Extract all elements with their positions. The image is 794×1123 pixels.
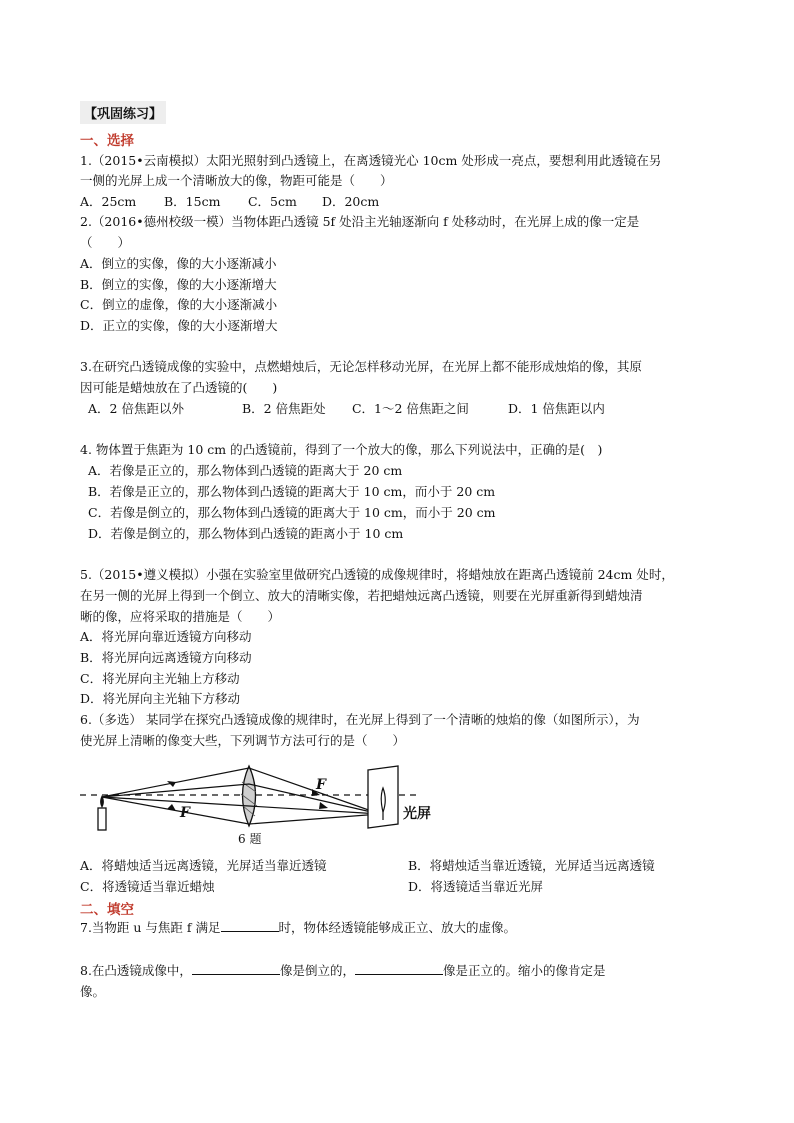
q3-line2: 因可能是蜡烛放在了凸透镜的( ) xyxy=(80,380,278,395)
focus-label-left: F xyxy=(180,805,190,821)
q2-option-d[interactable]: D．正立的实像，像的大小逐渐增大 xyxy=(80,318,278,333)
q4-option-d[interactable]: D．若像是倒立的，那么物体到凸透镜的距离小于 10 cm xyxy=(88,526,404,541)
q5-option-b[interactable]: B．将光屏向远离透镜方向移动 xyxy=(80,650,252,665)
q3-option-a[interactable]: A．2 倍焦距以外 xyxy=(88,401,184,416)
q2-option-a[interactable]: A．倒立的实像，像的大小逐渐减小 xyxy=(80,256,277,271)
q1-option-a[interactable]: A．25cm xyxy=(80,194,137,209)
ray-1 xyxy=(102,768,380,814)
q6-option-d[interactable]: D．将透镜适当靠近光屏 xyxy=(407,879,544,894)
q6-option-c[interactable]: C．将透镜适当靠近蜡烛 xyxy=(80,879,215,894)
convex-lens-icon xyxy=(243,766,256,826)
q4-option-a[interactable]: A．若像是正立的，那么物体到凸透镜的距离大于 20 cm xyxy=(88,463,403,478)
q1-option-b[interactable]: B．15cm xyxy=(163,194,221,209)
figure-caption: 6 题 xyxy=(238,832,262,846)
q6-option-a[interactable]: A．将蜡烛适当远离透镜，光屏适当靠近透镜 xyxy=(80,858,327,873)
section-fill: 二、填空 xyxy=(80,902,134,918)
q8-text-before: 8.在凸透镜成像中， xyxy=(80,963,192,978)
q1-option-c[interactable]: C．5cm xyxy=(247,194,297,209)
q6-line1: 6.（多选） 某同学在探究凸透镜成像的规律时，在光屏上得到了一个清晰的烛焰的像（如图所示），为 xyxy=(80,712,640,727)
q5-option-d[interactable]: D．将光屏向主光轴下方移动 xyxy=(80,691,241,706)
q6-line2: 使光屏上清晰的像变大些，下列调节方法可行的是（ ） xyxy=(80,733,406,748)
q6-option-b[interactable]: B．将蜡烛适当靠近透镜，光屏适当远离透镜 xyxy=(407,858,655,873)
q5-line3: 晰的像，应将采取的措施是（ ） xyxy=(80,609,281,624)
q7-text-after: 时，物体经透镜能够成正立、放大的虚像。 xyxy=(278,920,517,935)
q2-option-b[interactable]: B．倒立的实像，像的大小逐渐增大 xyxy=(80,277,277,292)
candle-icon xyxy=(98,808,106,830)
q6-options-row2 xyxy=(80,878,543,896)
q7-blank[interactable] xyxy=(221,919,279,932)
q6-options-row1 xyxy=(80,857,655,875)
q1-options xyxy=(80,193,379,211)
practice-tag: 【巩固练习】 xyxy=(80,101,166,124)
q5-line2: 在另一侧的光屏上得到一个倒立、放大的清晰实像，若把蜡烛远离凸透镜，则要在光屏重新得到蜡烛清 xyxy=(80,588,643,603)
section-choice: 一、选择 xyxy=(80,133,134,149)
q4-option-c[interactable]: C．若像是倒立的，那么物体到凸透镜的距离大于 10 cm，而小于 20 cm xyxy=(88,505,496,520)
q8-line1 xyxy=(80,962,605,980)
q2-line2: （ ） xyxy=(80,235,131,250)
q3-options xyxy=(88,400,605,418)
q1-line2: 一侧的光屏上成一个清晰放大的像，物距可能是（ ） xyxy=(80,173,393,188)
q5-option-a[interactable]: A．将光屏向靠近透镜方向移动 xyxy=(80,629,252,644)
q3-line1: 3.在研究凸透镜成像的实验中，点燃蜡烛后，无论怎样移动光屏，在光屏上都不能形成烛焰的像，其原 xyxy=(80,359,642,374)
focus-label-right: F xyxy=(316,777,326,793)
q2-option-c[interactable]: C．倒立的虚像，像的大小逐渐减小 xyxy=(80,297,278,312)
q7-line xyxy=(80,919,516,937)
screen-label: 光屏 xyxy=(403,806,431,822)
q8-line2: 像。 xyxy=(80,984,106,999)
q5-line1: 5.（2015•遵义模拟）小强在实验室里做研究凸透镜的成像规律时，将蜡烛放在距离凸透镜前 24cm 处时， xyxy=(80,567,674,582)
lens-diagram xyxy=(80,764,440,834)
q7-text-before: 7.当物距 u 与焦距 f 满足 xyxy=(80,920,221,935)
q4-option-b[interactable]: B．若像是正立的，那么物体到凸透镜的距离大于 10 cm，而小于 20 cm xyxy=(88,484,496,499)
image-flame-icon xyxy=(381,788,385,812)
q3-option-b[interactable]: B．2 倍焦距处 xyxy=(241,401,326,416)
q8-text-middle: 像是倒立的， xyxy=(279,963,355,978)
q8-blank-2[interactable] xyxy=(355,962,443,975)
ray-2 xyxy=(102,797,380,824)
q5-option-c[interactable]: C．将光屏向主光轴上方移动 xyxy=(80,671,240,686)
q3-option-c[interactable]: C．1～2 倍焦距之间 xyxy=(351,401,469,416)
q1-line1: 1.（2015•云南模拟）太阳光照射到凸透镜上，在离透镜光心 10cm 处形成一亮点，要想利用此透镜在另 xyxy=(80,153,662,168)
q4-line1: 4. 物体置于焦距为 10 cm 的凸透镜前，得到了一个放大的像，那么下列说法中，正确的是( ) xyxy=(80,442,603,457)
q8-text-after: 像是正立的。缩小的像肯定是 xyxy=(442,963,606,978)
q2-line1: 2.（2016•德州校级一模）当物体距凸透镜 5f 处沿主光轴逐渐向 f 处移动时，在光屏上成的像一定是 xyxy=(80,214,640,229)
q3-option-d[interactable]: D．1 倍焦距以内 xyxy=(507,401,605,416)
q8-blank-1[interactable] xyxy=(192,962,280,975)
q1-option-d[interactable]: D．20cm xyxy=(321,194,380,209)
